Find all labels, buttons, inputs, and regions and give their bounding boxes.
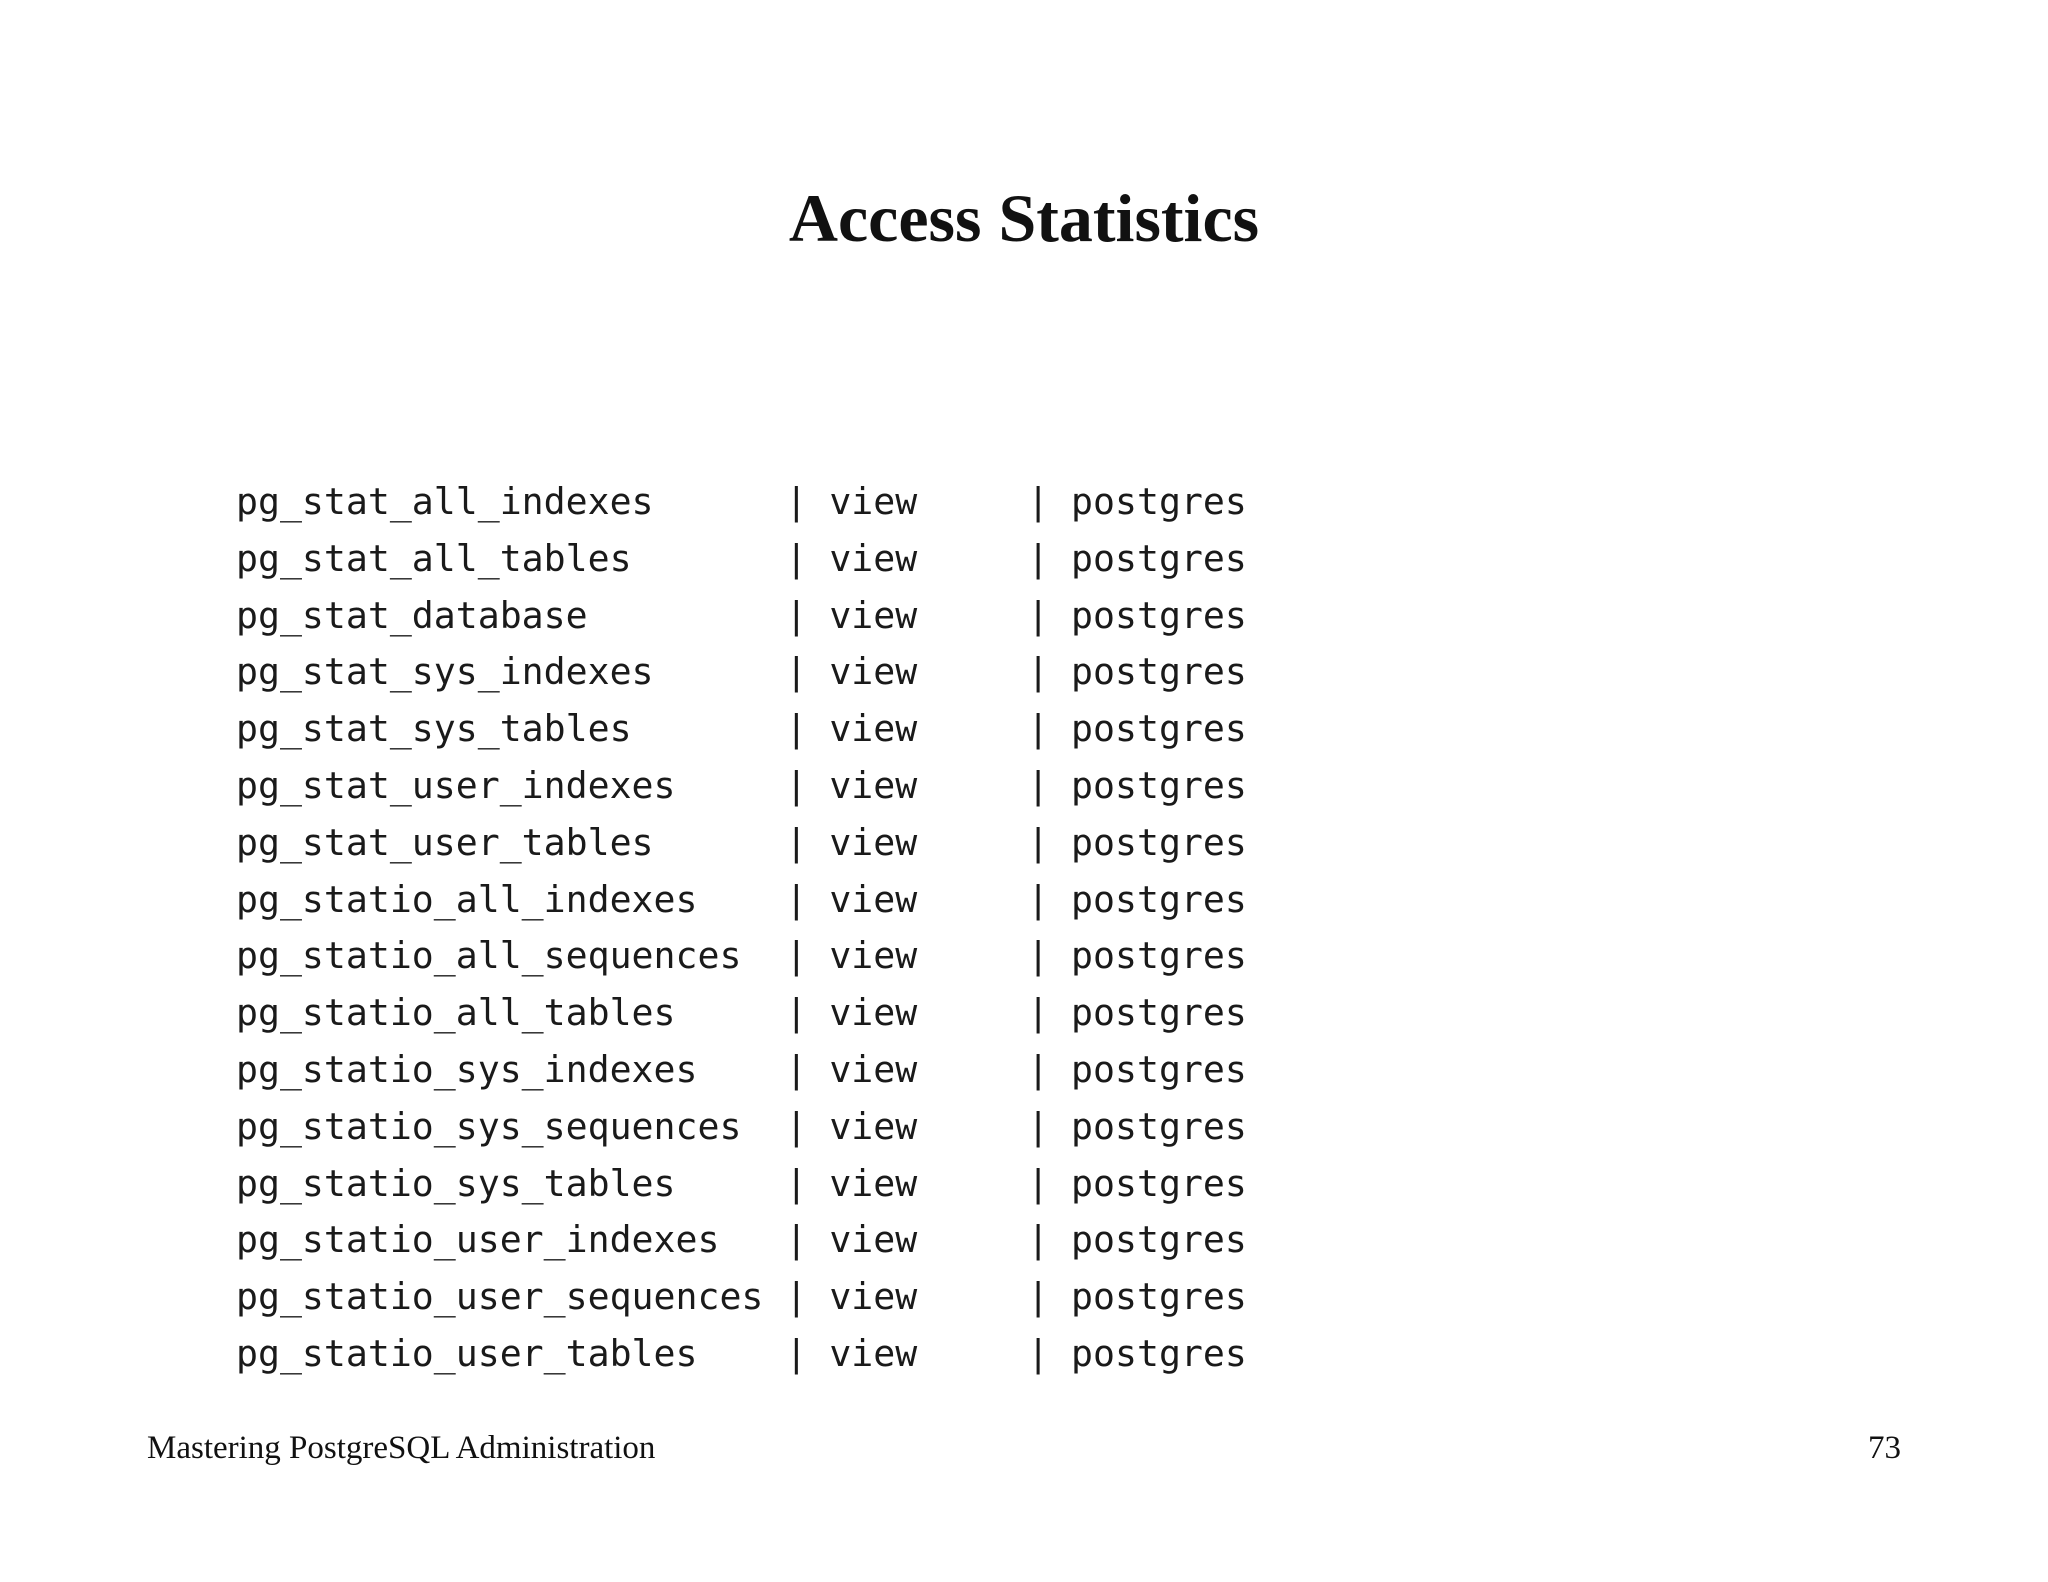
page-title: Access Statistics	[788, 180, 1260, 256]
listing-row: pg_statio_sys_tables | view | postgres	[236, 1161, 1247, 1205]
listing-row: pg_statio_user_tables | view | postgres	[236, 1331, 1247, 1375]
listing-row: pg_statio_all_indexes | view | postgres	[236, 877, 1247, 921]
listing-row: pg_statio_user_sequences | view | postgres	[236, 1275, 1247, 1319]
footer-book-title: Mastering PostgreSQL Administration	[147, 1430, 656, 1466]
footer-page-number: 73	[1868, 1430, 1901, 1466]
listing-row: pg_stat_user_tables | view | postgres	[236, 820, 1247, 864]
listing-row: pg_statio_all_sequences | view | postgres	[236, 934, 1247, 978]
listing-row: pg_stat_all_indexes | view | postgres	[236, 480, 1247, 523]
listing-row: pg_statio_user_indexes | view | postgres	[236, 1218, 1247, 1262]
listing-row: pg_stat_all_tables | view | postgres	[236, 536, 1247, 580]
listing-row: pg_stat_sys_indexes | view | postgres	[236, 650, 1247, 694]
listing-row: pg_stat_database | view | postgres	[236, 593, 1247, 637]
listing-row: pg_stat_user_indexes | view | postgres	[236, 763, 1247, 807]
listing-row: pg_statio_sys_indexes | view | postgres	[236, 1047, 1247, 1091]
listing-row: pg_statio_all_tables | view | postgres	[236, 991, 1247, 1035]
listing-row: pg_statio_sys_sequences | view | postgres	[236, 1104, 1247, 1148]
relation-listing	[236, 474, 1247, 1383]
listing-row: pg_stat_sys_tables | view | postgres	[236, 707, 1247, 751]
